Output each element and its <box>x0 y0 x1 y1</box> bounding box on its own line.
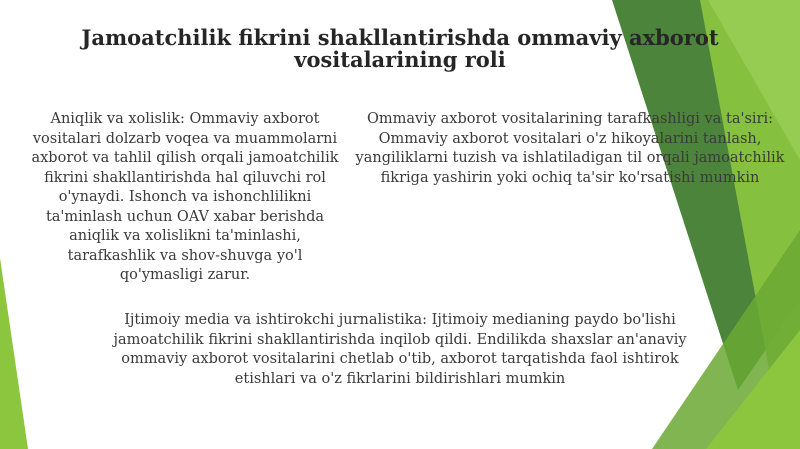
right-paragraph: Ommaviy axborot vositalarining tarafkashligi va ta'siri: Ommaviy axborot vositalari o'z hikoyalarini tanlash, yangiliklarni tuzish va ishlatiladigan til orqali jamoatchilik fikriga yashirin yoki ochiq ta'sir ko'rsatishi mumkin <box>355 111 785 186</box>
left-paragraph: Aniqlik va xolislik: Ommaviy axborot vositalari dolzarb voqea va muammolarni axborot va tahlil qilish orqali jamoatchilik fikrini shakllantirishda hal qiluvchi rol o'ynaydi. Ishonch va ishonchlilikni ta'minlash uchun OAV xabar berishda aniqlik va xolislikni ta'minlashi, tarafkashlik va shov-shuvga yo'l qo'ymasligi zarur. <box>31 111 339 283</box>
left-green-stripe <box>0 258 28 449</box>
bottom-paragraph: Ijtimoiy media va ishtirokchi jurnalistika: Ijtimoiy medianing paydo bo'lishi jamoatchilik fikrini shakllantirishda inqilob qildi. Endilikda shaxslar an'anaviy ommaviy axborot vositalarini chetlab o'tib, axborot tarqatishda faol ishtirok etishlari va o'z fikrlarini bildirishlari mumkin <box>113 312 687 387</box>
slide-title: Jamoatchilik fikrini shakllantirishda ommaviy axborot vositalarining roli <box>81 25 719 72</box>
